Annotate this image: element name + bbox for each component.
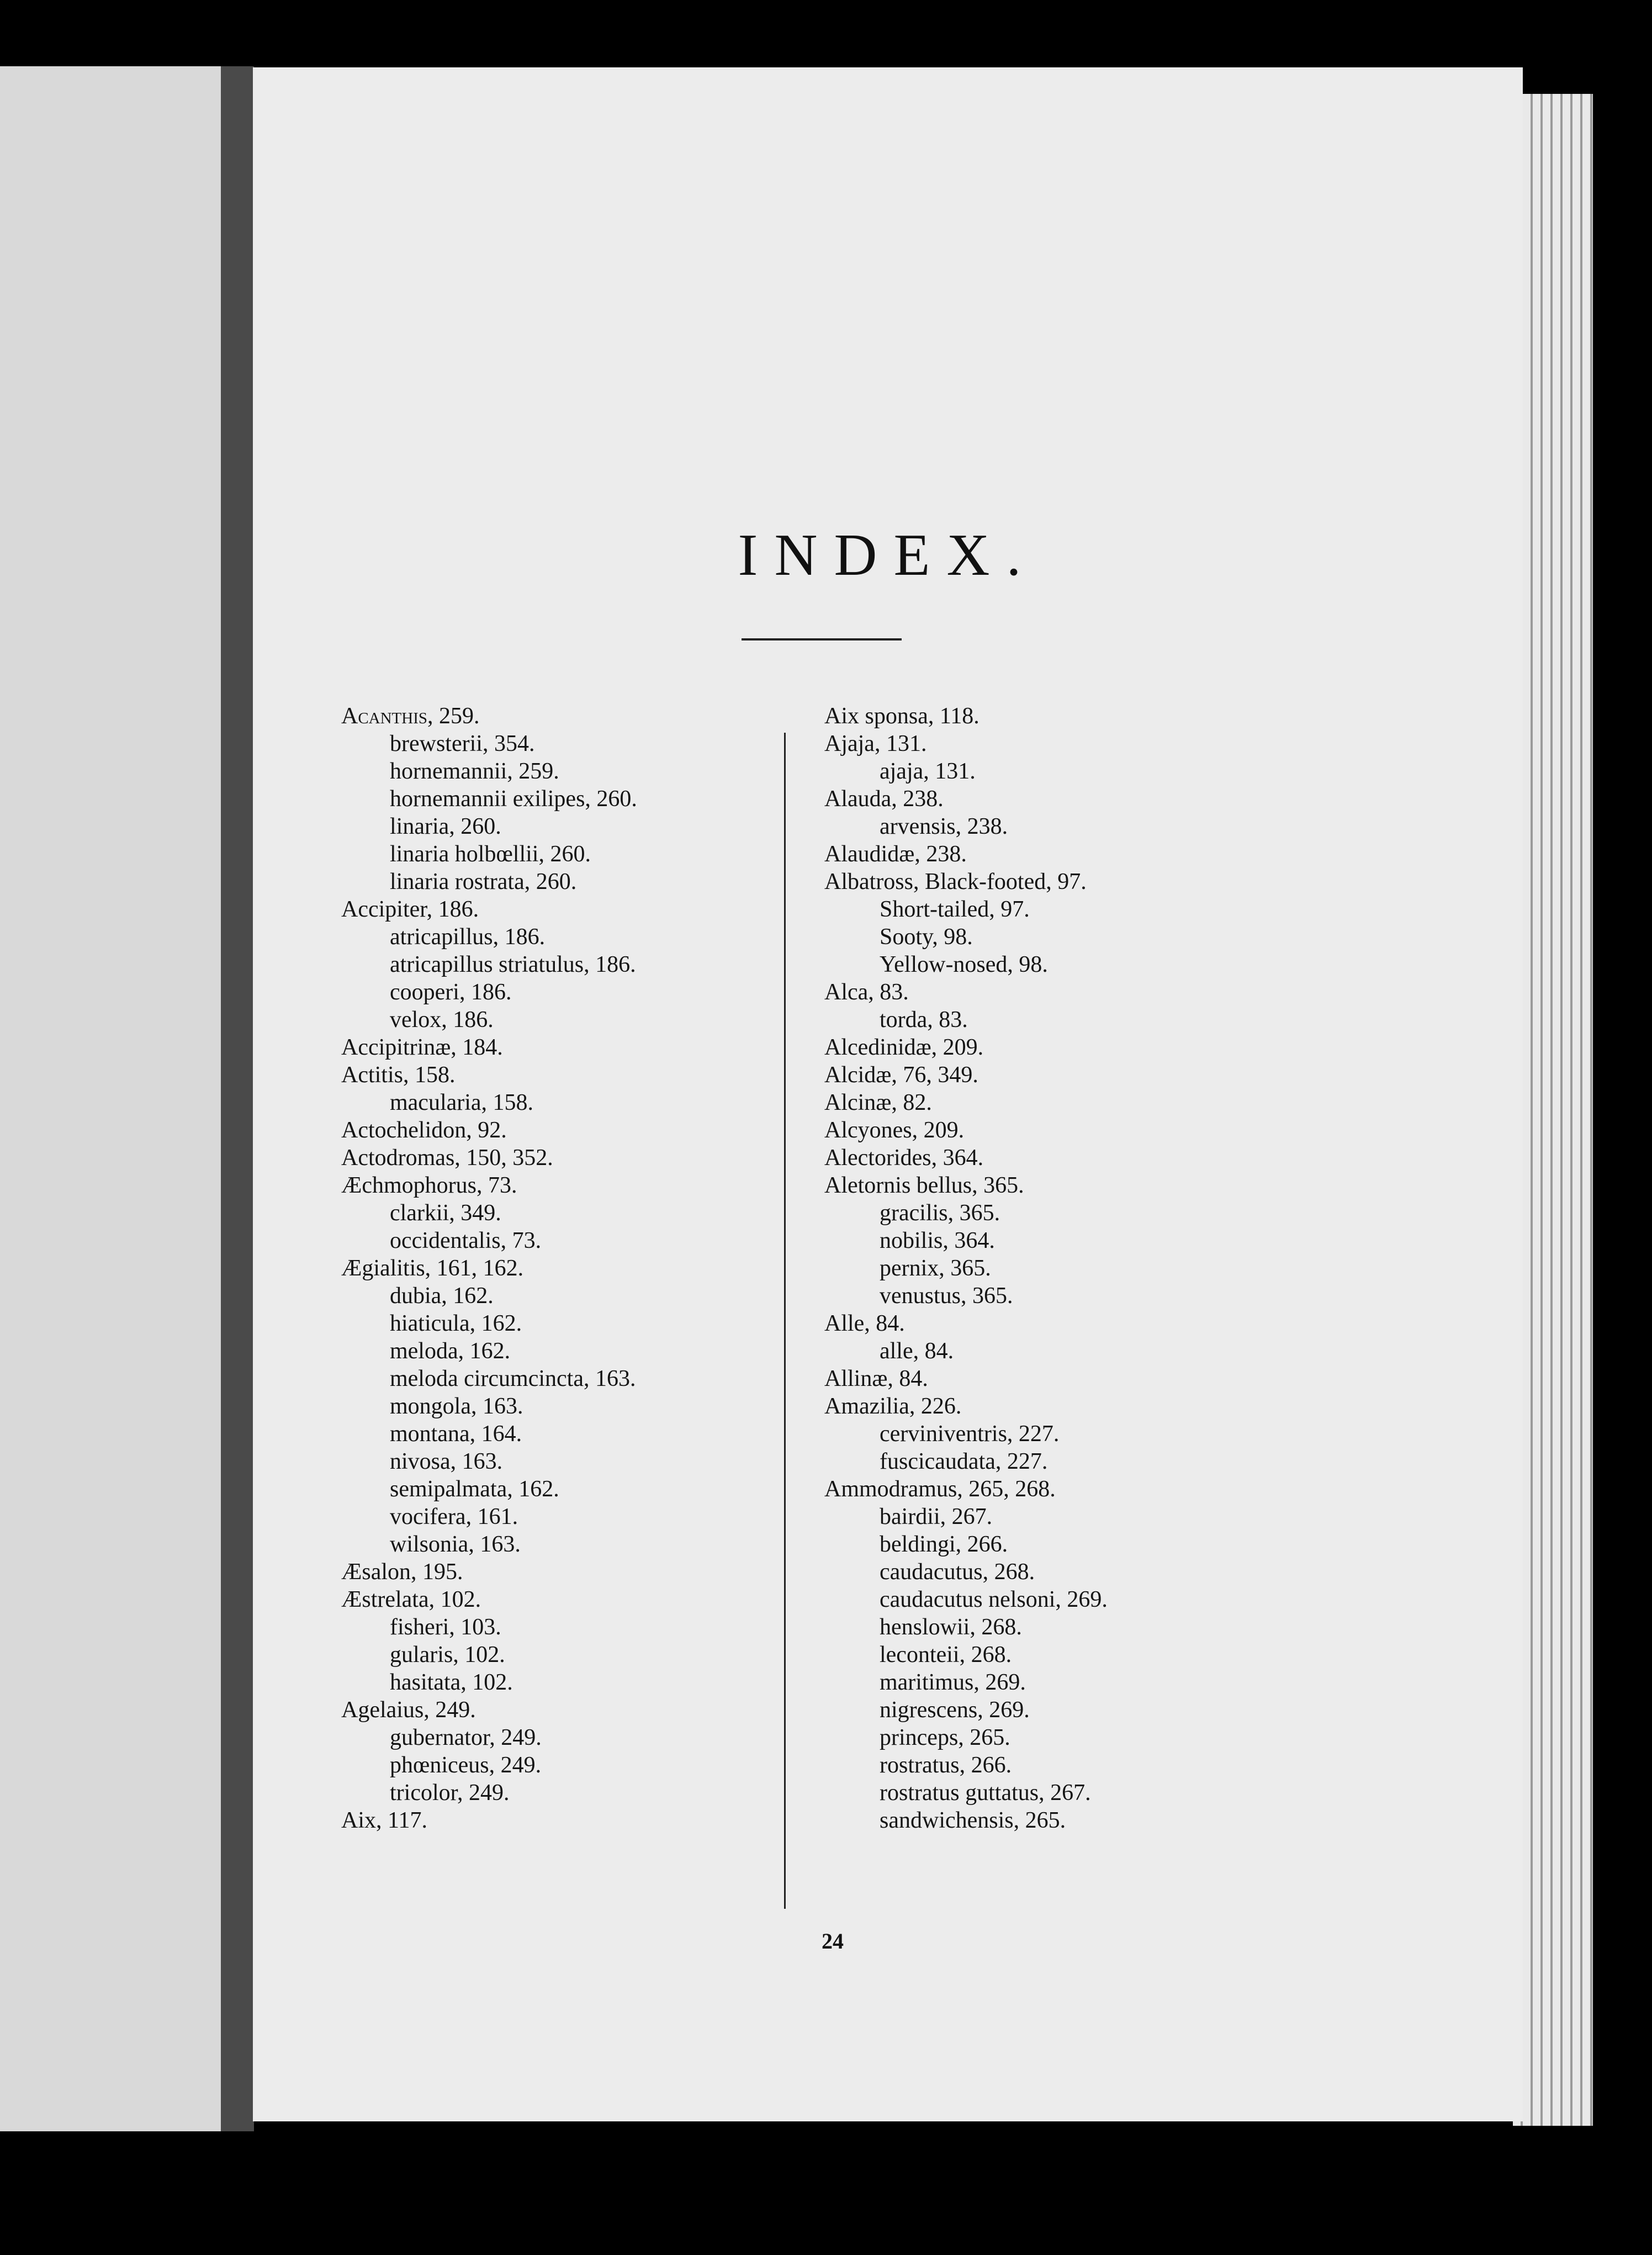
index-subentry: hasitata, 102.: [390, 1670, 513, 1695]
page-number: 24: [822, 1929, 844, 1954]
index-subentry: gularis, 102.: [390, 1642, 505, 1668]
index-subentry: vocifera, 161.: [390, 1504, 518, 1529]
index-subentry: venustus, 365.: [880, 1283, 1013, 1309]
index-entry: Amazilia, 226.: [824, 1394, 962, 1419]
index-entry: Aix sponsa, 118.: [824, 703, 979, 729]
index-subentry: hornemannii, 259.: [390, 759, 559, 784]
index-subentry: rostratus guttatus, 267.: [880, 1780, 1091, 1806]
facing-page-edge: [0, 66, 221, 2131]
index-subentry: linaria holbœllii, 260.: [390, 841, 591, 867]
index-subentry: sandwichensis, 265.: [880, 1808, 1066, 1833]
index-entry: Aix, 117.: [341, 1808, 427, 1833]
index-subentry: leconteii, 268.: [880, 1642, 1012, 1668]
index-subentry: alle, 84.: [880, 1338, 954, 1364]
index-subentry: cerviniventris, 227.: [880, 1421, 1060, 1447]
index-subentry: fuscicaudata, 227.: [880, 1449, 1048, 1474]
index-subentry: macularia, 158.: [390, 1090, 534, 1115]
index-subentry: nobilis, 364.: [880, 1228, 995, 1253]
index-subentry: Yellow-nosed, 98.: [880, 952, 1048, 977]
index-entry: Actochelidon, 92.: [341, 1118, 507, 1143]
index-subentry: beldingi, 266.: [880, 1532, 1008, 1557]
index-entry: Æsalon, 195.: [341, 1559, 463, 1585]
index-entry: Acanthis, 259.: [341, 703, 480, 729]
index-subentry: gracilis, 365.: [880, 1200, 1000, 1226]
index-subentry: cooperi, 186.: [390, 980, 512, 1005]
index-subentry: hornemannii exilipes, 260.: [390, 786, 637, 812]
index-subentry: nigrescens, 269.: [880, 1697, 1030, 1723]
column-divider: [784, 733, 786, 1909]
index-subentry: torda, 83.: [880, 1007, 968, 1033]
index-subentry: ajaja, 131.: [880, 759, 976, 784]
index-subentry: montana, 164.: [390, 1421, 522, 1447]
index-entry: Ammodramus, 265, 268.: [824, 1476, 1056, 1502]
index-subentry: semipalmata, 162.: [390, 1476, 559, 1502]
index-subentry: bairdii, 267.: [880, 1504, 993, 1529]
index-entry: Æchmophorus, 73.: [341, 1173, 517, 1198]
index-subentry: maritimus, 269.: [880, 1670, 1026, 1695]
index-subentry: pernix, 365.: [880, 1256, 991, 1281]
index-subentry: caudacutus nelsoni, 269.: [880, 1587, 1108, 1612]
index-subentry: Short-tailed, 97.: [880, 897, 1030, 922]
index-subentry: gubernator, 249.: [390, 1725, 542, 1750]
index-subentry: phœniceus, 249.: [390, 1753, 542, 1778]
index-subentry: atricapillus striatulus, 186.: [390, 952, 636, 977]
title-rule: [742, 638, 902, 640]
index-subentry: wilsonia, 163.: [390, 1532, 521, 1557]
index-entry: Agelaius, 249.: [341, 1697, 476, 1723]
index-entry: Alaudidæ, 238.: [824, 841, 967, 867]
index-entry: Alcyones, 209.: [824, 1118, 965, 1143]
index-entry: Alle, 84.: [824, 1311, 905, 1336]
book-spine: [221, 66, 254, 2131]
index-subentry: arvensis, 238.: [880, 814, 1008, 839]
index-entry: Accipitrinæ, 184.: [341, 1035, 503, 1060]
index-subentry: brewsterii, 354.: [390, 731, 535, 756]
index-subentry: tricolor, 249.: [390, 1780, 510, 1806]
index-subentry: linaria, 260.: [390, 814, 501, 839]
index-subentry: meloda circumcincta, 163.: [390, 1366, 636, 1391]
index-entry: Albatross, Black-footed, 97.: [824, 869, 1087, 894]
index-subentry: princeps, 265.: [880, 1725, 1010, 1750]
page-title: INDEX.: [738, 522, 1038, 588]
index-entry: Ægialitis, 161, 162.: [341, 1256, 524, 1281]
index-subentry: velox, 186.: [390, 1007, 494, 1033]
index-subentry: mongola, 163.: [390, 1394, 523, 1419]
index-page: [253, 67, 1523, 2121]
index-entry: Alauda, 238.: [824, 786, 944, 812]
index-subentry: henslowii, 268.: [880, 1615, 1022, 1640]
index-entry: Alcedinidæ, 209.: [824, 1035, 984, 1060]
index-entry: Ajaja, 131.: [824, 731, 927, 756]
index-entry: Actodromas, 150, 352.: [341, 1145, 553, 1171]
index-subentry: nivosa, 163.: [390, 1449, 503, 1474]
index-subentry: fisheri, 103.: [390, 1615, 501, 1640]
index-column-right: [824, 702, 1487, 1834]
index-entry: Actitis, 158.: [341, 1062, 456, 1088]
index-subentry: atricapillus, 186.: [390, 924, 546, 950]
index-subentry: caudacutus, 268.: [880, 1559, 1035, 1585]
index-subentry: dubia, 162.: [390, 1283, 494, 1309]
index-entry: Allinæ, 84.: [824, 1366, 928, 1391]
index-entry: Alcinæ, 82.: [824, 1090, 932, 1115]
index-subentry: meloda, 162.: [390, 1338, 511, 1364]
index-entry: Æstrelata, 102.: [341, 1587, 481, 1612]
index-entry: Alca, 83.: [824, 980, 909, 1005]
index-entry: Accipiter, 186.: [341, 897, 479, 922]
index-entry: Alectorides, 364.: [824, 1145, 984, 1171]
index-entry: Alcidæ, 76, 349.: [824, 1062, 978, 1088]
index-subentry: linaria rostrata, 260.: [390, 869, 577, 894]
index-entry: Aletornis bellus, 365.: [824, 1173, 1024, 1198]
index-subentry: Sooty, 98.: [880, 924, 973, 950]
index-subentry: occidentalis, 73.: [390, 1228, 542, 1253]
page-stack-edges: [1513, 94, 1593, 2126]
index-subentry: rostratus, 266.: [880, 1753, 1012, 1778]
index-subentry: clarkii, 349.: [390, 1200, 501, 1226]
index-subentry: hiaticula, 162.: [390, 1311, 522, 1336]
